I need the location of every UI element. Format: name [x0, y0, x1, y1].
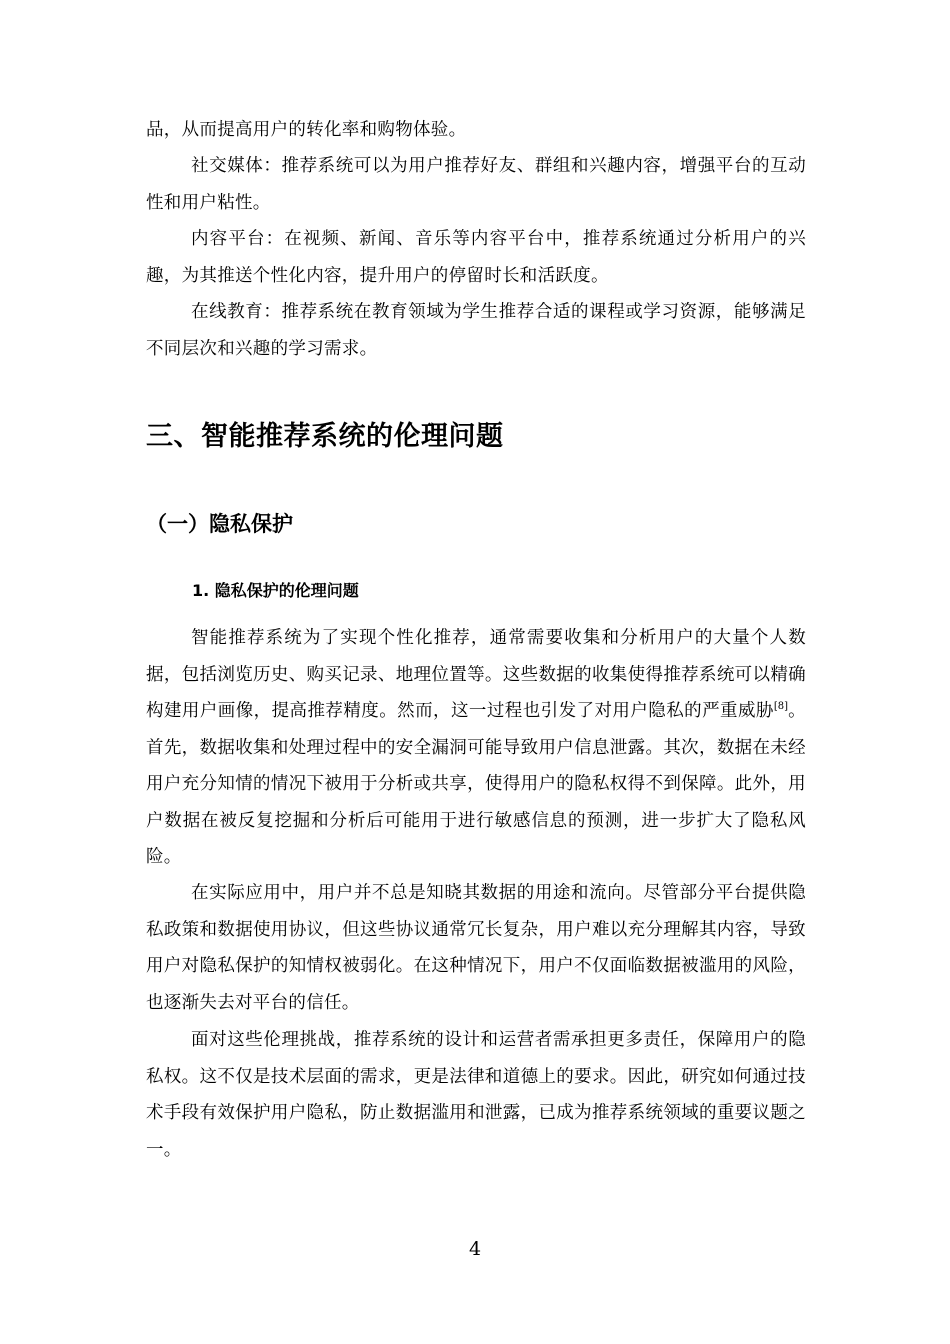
paragraph-continuation: 品，从而提高用户的转化率和购物体验。: [146, 120, 467, 140]
section-heading: 三、智能推荐系统的伦理问题: [146, 421, 504, 452]
paragraph-online-education: 在线教育：推荐系统在教育领域为学生推荐合适的课程或学习资源，能够满足不同层次和兴趣的学习需求。: [146, 302, 806, 359]
paragraph-content-platform: 内容平台：在视频、新闻、音乐等内容平台中，推荐系统通过分析用户的兴趣，为其推送个性化内容，提升用户的停留时长和活跃度。: [146, 229, 806, 286]
subsection-heading: （一）隐私保护: [146, 512, 293, 536]
page-number: 4: [468, 1238, 482, 1260]
paragraph-text-part1: 智能推荐系统为了实现个性化推荐，通常需要收集和分析用户的大量个人数据，包括浏览历史、购买记录、地理位置等。这些数据的收集使得推荐系统可以精确构建用户画像，提高推荐精度。然而，这一过程也引发了对用户隐私的严重威胁: [146, 628, 806, 721]
paragraph-ethical-challenges: 面对这些伦理挑战，推荐系统的设计和运营者需承担更多责任，保障用户的隐私权。这不仅是技术层面的需求，更是法律和道德上的要求。因此，研究如何通过技术手段有效保护用户隐私，防止数据滥用和泄露，已成为推荐系统领域的重要议题之一。: [146, 1030, 806, 1160]
paragraph-privacy-threat: [146, 620, 806, 876]
paragraph-user-awareness: 在实际应用中，用户并不总是知晓其数据的用途和流向。尽管部分平台提供隐私政策和数据使用协议，但这些协议通常冗长复杂，用户难以充分理解其内容，导致用户对隐私保护的知情权被弱化。在这种情况下，用户不仅面临数据被滥用的风险，也逐渐失去对平台的信任。: [146, 883, 806, 1013]
paragraph-text-part2: 。首先，数据收集和处理过程中的安全漏洞可能导致用户信息泄露。其次，数据在未经用户充分知情的情况下被用于分析或共享，使得用户的隐私权得不到保障。此外，用户数据在被反复挖掘和分析后可能用于进行敏感信息的预测，进一步扩大了隐私风险。: [146, 701, 806, 867]
paragraph-social-media: 社交媒体：推荐系统可以为用户推荐好友、群组和兴趣内容，增强平台的互动性和用户粘性。: [146, 156, 806, 213]
subsubsection-heading: 1. 隐私保护的伦理问题: [192, 581, 359, 600]
citation-reference: [8]: [773, 701, 789, 713]
